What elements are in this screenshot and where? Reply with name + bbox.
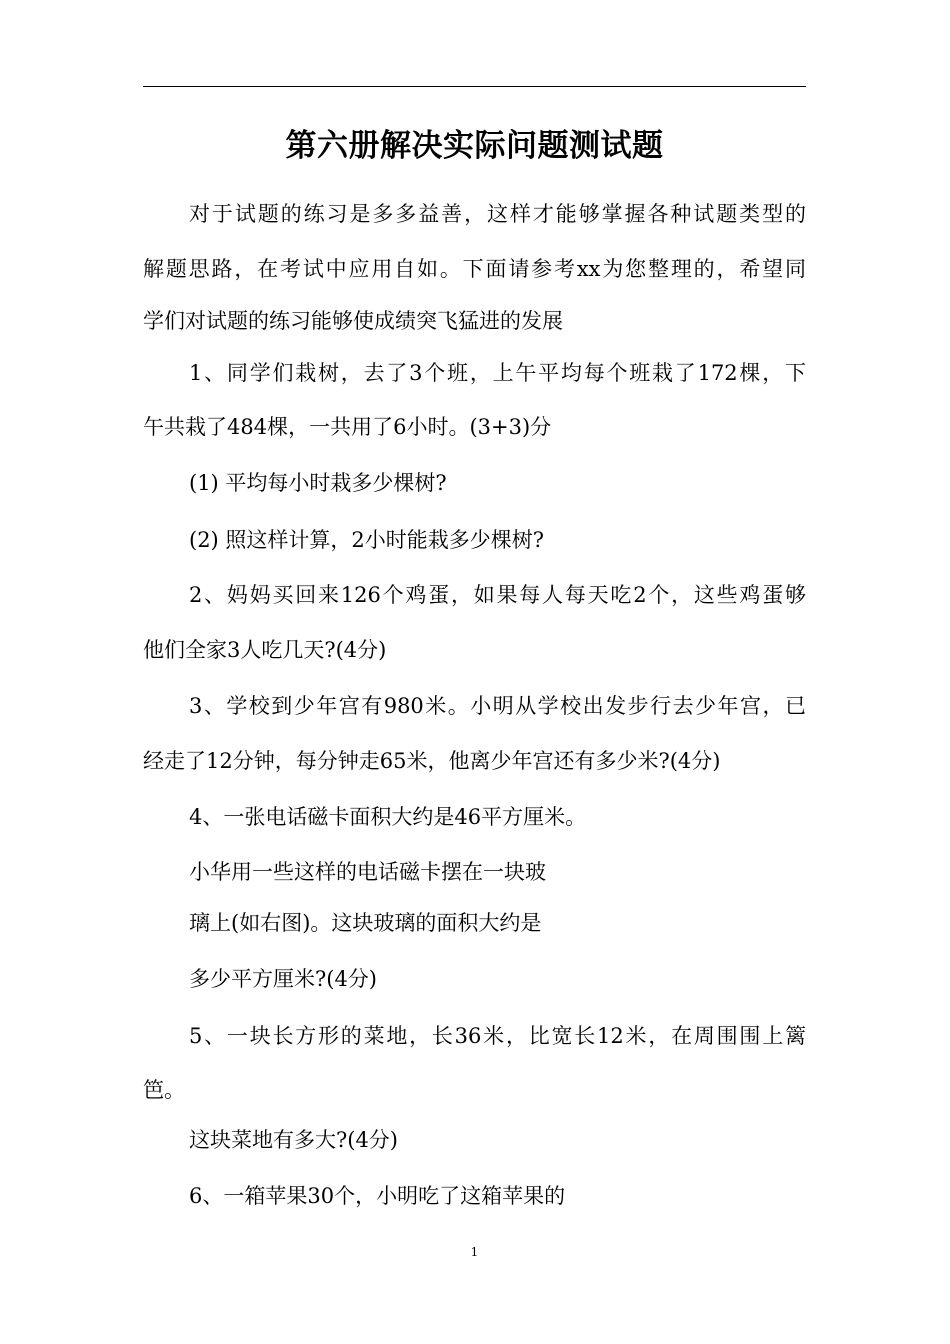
question-1-line-2: 午共栽了484棵，一共用了6小时。(3+3)分 (143, 415, 552, 439)
question-2-line-1: 2、妈妈买回来126个鸡蛋，如果每人每天吃2个，这些鸡蛋够 (189, 583, 806, 607)
question-4-line-3: 璃上(如右图)。这块玻璃的面积大约是 (189, 911, 542, 935)
intro-line-1: 对于试题的练习是多多益善，这样才能够掌握各种试题类型的 (189, 202, 806, 226)
question-1-sub-2: (2) 照这样计算，2小时能栽多少棵树? (189, 528, 545, 552)
question-4-line-4: 多少平方厘米?(4分) (189, 967, 378, 991)
question-1-line-1: 1、同学们栽树，去了3个班，上午平均每个班栽了172棵，下 (189, 361, 806, 385)
intro-line-3: 学们对试题的练习能够使成绩突飞猛进的发展 (143, 309, 563, 333)
question-4-line-2: 小华用一些这样的电话磁卡摆在一块玻 (189, 860, 546, 884)
question-4-line-1: 4、一张电话磁卡面积大约是46平方厘米。 (189, 805, 587, 829)
intro-line-2: 解题思路，在考试中应用自如。下面请参考xx为您整理的，希望同 (143, 257, 806, 281)
question-1-sub-1: (1) 平均每小时栽多少棵树? (189, 471, 447, 495)
question-6-line-1: 6、一箱苹果30个，小明吃了这箱苹果的 (189, 1184, 566, 1208)
question-2-line-2: 他们全家3人吃几天?(4分) (143, 638, 387, 662)
question-3-line-2: 经走了12分钟，每分钟走65米，他离少年宫还有多少米?(4分) (143, 749, 721, 773)
question-5-line-1: 5、一块长方形的菜地，长36米，比宽长12米，在周围围上篱 (189, 1024, 806, 1048)
question-3-line-1: 3、学校到少年宫有980米。小明从学校出发步行去少年宫，已 (189, 694, 806, 718)
page-title: 第六册解决实际问题测试题 (285, 128, 664, 164)
page-number: 1 (470, 1245, 479, 1259)
question-5-line-3: 这块菜地有多大?(4分) (189, 1128, 399, 1152)
header-rule (143, 86, 806, 87)
question-5-line-2: 笆。 (143, 1078, 185, 1102)
